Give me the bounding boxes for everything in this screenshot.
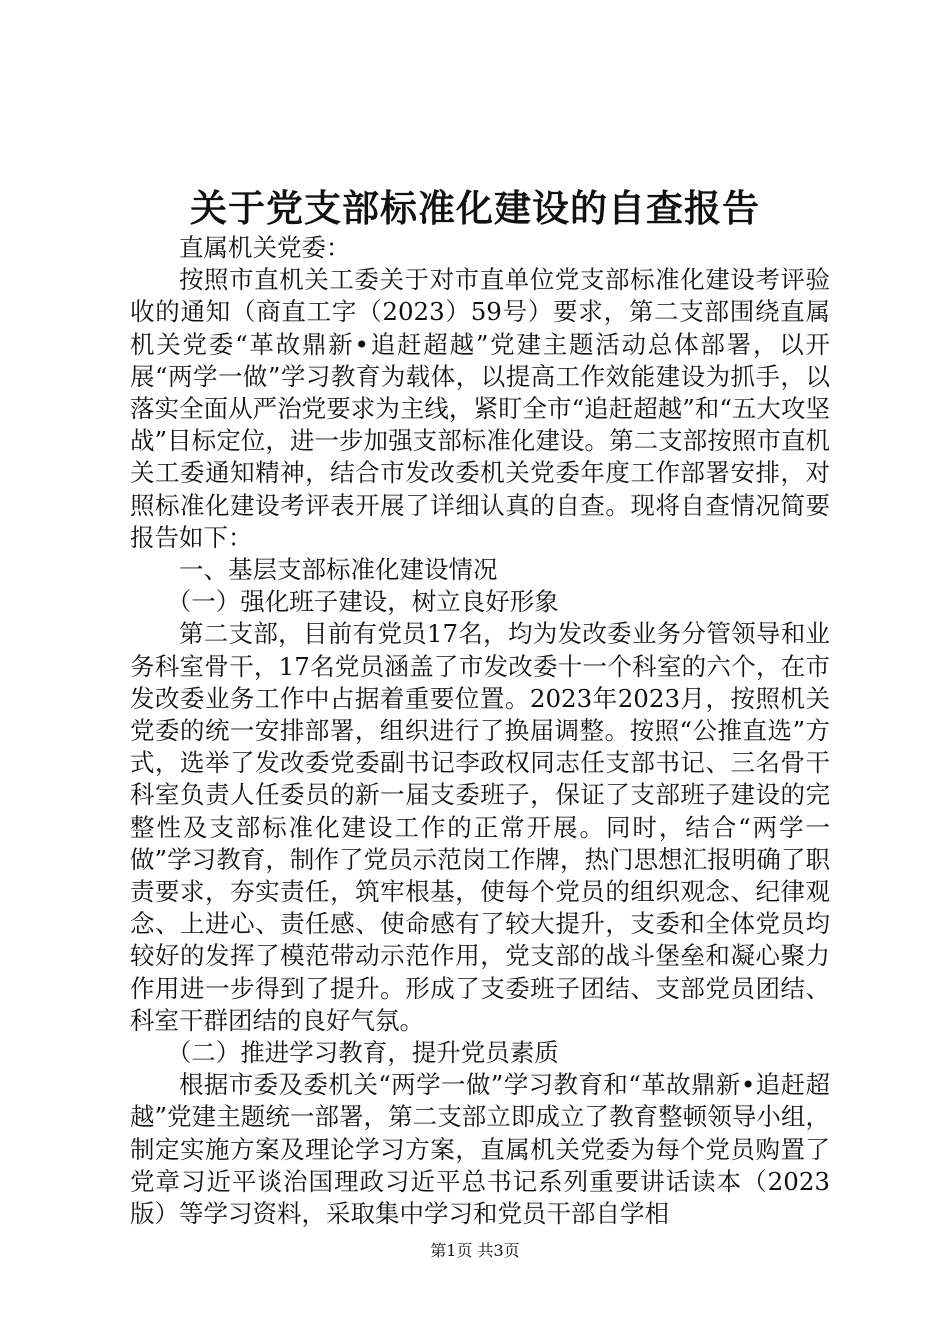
intro-paragraph: 按照市直机关工委关于对市直单位党支部标准化建设考评验收的通知（商直工字（2023）59号）要求，第二支部围绕直属机关党委“革故鼎新•追赶超越”党建主题活动总体部署，以开展“两学一做”学习教育为载体，以提高工作效能建设为抓手，以落实全面从严治党要求为主线，紧盯全市“追赶超越”和“五大攻坚战”目标定位，进一步加强支部标准化建设。第二支部按照市直机关工委通知精神，结合市发改委机关党委年度工作部署安排，对照标准化建设考评表开展了详细认真的自查。现将自查情况简要报告如下： [130,265,830,552]
document-title: 关于党支部标准化建设的自查报告 [190,186,760,230]
section-heading: 一、基层支部标准化建设情况 [179,555,498,585]
page-footer: 第1页 共3页 [430,1241,520,1260]
subsection-heading-2: （二）推进学习教育，提升党员素质 [166,1038,559,1068]
document-body [130,232,830,1230]
salutation: 直属机关党委： [179,233,351,262]
subsection-heading-1: （一）强化班子建设，树立良好形象 [166,587,559,617]
subsection-paragraph-2: 根据市委及委机关“两学一做”学习教育和“革故鼎新•追赶超越”党建主题统一部署，第二支部立即成立了教育整顿领导小组，制定实施方案及理论学习方案，直属机关党委为每个党员购置了党章习近平谈治国理政习近平总书记系列重要讲话读本（2023版）等学习资料，采取集中学习和党员干部自学相 [130,1070,830,1229]
subsection-paragraph-1: 第二支部，目前有党员17名，均为发改委业务分管领导和业务科室骨干，17名党员涵盖了市发改委十一个科室的六个，在市发改委业务工作中占据着重要位置。2023年2023月，按照机关党委的统一安排部署，组织进行了换届调整。按照“公推直选”方式，选举了发改委党委副书记李政权同志任支部书记、三名骨干科室负责人任委员的新一届支委班子，保证了支部班子建设的完整性及支部标准化建设工作的正常开展。同时，结合“两学一做”学习教育，制作了党员示范岗工作牌，热门思想汇报明确了职责要求，夯实责任，筑牢根基，使每个党员的组织观念、纪律观念、上进心、责任感、使命感有了较大提升，支委和全体党员均较好的发挥了模范带动示范作用，党支部的战斗堡垒和凝心聚力作用进一步得到了提升。形成了支委班子团结、支部党员团结、科室干群团结的良好气氛。 [130,619,830,1035]
